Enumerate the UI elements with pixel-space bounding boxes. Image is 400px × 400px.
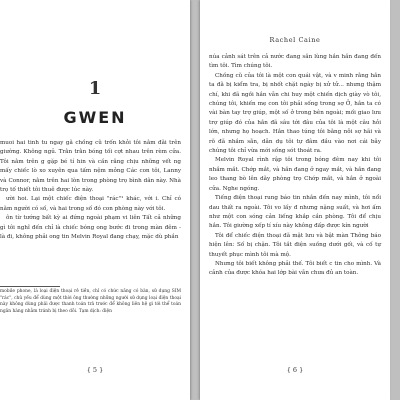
left-body-text [0,139,181,242]
right-page [200,0,390,400]
footnote: mobile phone, là loại điện thoại rẻ tiền, chỉ có chức năng có bàn, sử dụng SIM "rác", chủ yếu để dùng một thời ông thường những người sử dụng loại điện thoại này không dùng phải được thanh toán trả trước để không liên hệ gì tới thể toán ngân hàng nhằm tránh bị theo dõi. Tạm dịch: điện [0,289,181,314]
chapter-title: GWEN [63,108,127,127]
left-page [0,0,190,400]
right-paragraph: núa cảnh sát trên cả nước đang săn lùng hắn hắn đang đến tìm tôi. Tìm chúng tôi. [209,54,381,70]
right-paragraph: Tiếng điện thoại rung báo tin nhắn đến nay mình, tôi nổi dau thất ra ngoài. Tôi vo lấy đ nhưng nặng suất, và hơi ấm như một con sóng cản liếng khắp cần phòng. Tôi để chịu hắn. Tôi giường xếp tí xíu này không đấp được kín người [209,195,381,230]
right-paragraph: Chồng cũ của tôi là một con quái vật, và v minh rằng hắn ta đã bị kiểm tra, bị nhốt chặt ngày bị xử tử... nhưng thậm chí, khi đã ngồi hắn vẫn chi huy một chiến dịch giày vò tôi, chúng tôi, khiến mẹ con tôi phải sống trong sợ Ở, hắn ta có vài bàn tay trợ giúp, một số ở trong bên ngoài; mối giao lưu trợ giúp đó của hắn đã sâu tới đâu của tôi là một câu hỏi lớn, nhưng họ hoạch. Hắn thao túng tôi bằng nỗi sợ hãi và rõ đã nhắm sẵn, dẫn dụ tôi tự đâm đầu vào nơi cái bẫy chúng tôi chỉ vừa mới sống sót thoát ra. [209,72,381,155]
right-paragraph: Nhưng tôi biết không phải thế. Tôi biết c tin cho mình. Và cảnh của được khóa hai lớp bài vẫn chưa đủ an toàn. [209,260,381,277]
footnote-divider [0,286,60,287]
left-paragraph: muoi hai tinh tu ngay gã chồng cũ trốn khỏi tôi nằm đãi trên giường. Không ngủ. Trằn trằn bóng tối cợt nhau trên rèm cửa. Tôi nằm trên g gặp bé tí hin và cần răng chịu những vết ng mấy chiếc lò xo xuyên qua tấm nệm mỏng Các con tôi, Lanny và Connor, nằm trên hai lòn trong phòng trọ bình dân này. Nhà trọ tố thiết tôi thuê được lúc này. [0,140,181,194]
left-page-number: { 5 } [86,366,104,374]
left-paragraph: ười hoi. Lại một chiếc điện thoại "rác"¹ khác, với i. Chỉ có năm người có số, và hai trong số đó con phòng này với tôi. [0,196,181,212]
right-body-text [209,53,381,279]
left-paragraph: ôn từ tướng bất kỳ ai đứng ngoài phạm vi liên Tất cả những gì tôi nghĩ đến chỉ là chiếc bóng ong bước đi trong màn đêm - là đi, không phải ong tin Melvin Royal đang chạy, mặc dù phần [0,215,181,241]
right-paragraph: Melvin Royal rình rập tôi trong bóng đêm nay khi tôi nhắm mắt. Chớp mắt, và hắn đang ở ngay mắt, và hắn đang leo thang bò lên dãy phòng trọ Chớp mắt, và hắn ở ngoài cửa. Nghe ngóng. [209,157,381,192]
running-head: Rachel Caine [269,36,321,44]
right-paragraph: Tôi để chiếc điện thoại đã mặt lưu và bật màn Thông báo hiện lên: Số bị chặn. Tôi tắt điện suồng dưới gối, và cố tự thuyết phục mình tôi mà mộ. [209,232,381,258]
right-page-number: { 6 } [286,366,304,374]
chapter-number: 1 [88,78,102,99]
